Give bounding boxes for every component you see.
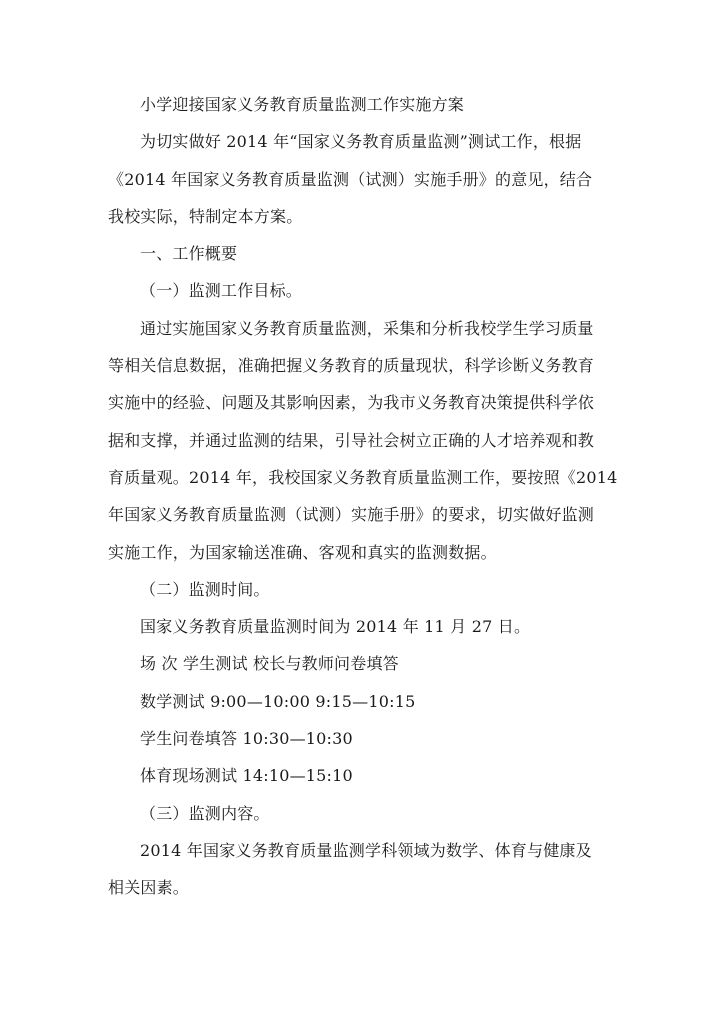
- paragraph-line: 年国家义务教育质量监测（试测）实施手册》的要求，切实做好监测: [108, 505, 595, 525]
- paragraph-line: 据和支撑，并通过监测的结果，引导社会树立正确的人才培养观和教: [108, 430, 595, 450]
- paragraph-line: 通过实施国家义务教育质量监测，采集和分析我校学生学习质量: [140, 318, 594, 338]
- paragraph-line: （三）监测内容。: [140, 803, 270, 823]
- paragraph-line: 《2014 年国家义务教育质量监测（试测）实施手册》的意见，结合: [108, 169, 593, 189]
- document-body: [108, 123, 618, 906]
- paragraph-line: 2014 年国家义务教育质量监测学科领域为数学、体育与健康及: [140, 840, 592, 860]
- paragraph-line: 实施工作，为国家输送准确、客观和真实的监测数据。: [108, 542, 497, 562]
- paragraph-line: 为切实做好 2014 年“国家义务教育质量监测”测试工作，根据: [140, 132, 582, 152]
- paragraph-line: 体育现场测试 14:10—15:10: [140, 766, 353, 786]
- paragraph-line: 学生问卷填答 10:30—10:30: [140, 729, 353, 749]
- paragraph-line: 相关因素。: [108, 878, 190, 898]
- paragraph-line: 我校实际，特制定本方案。: [108, 206, 303, 226]
- paragraph-line: 场 次 学生测试 校长与教师问卷填答: [140, 654, 399, 674]
- paragraph-line: 国家义务教育质量监测时间为 2014 年 11 月 27 日。: [140, 617, 531, 637]
- paragraph-line: 一、工作概要: [140, 244, 238, 264]
- paragraph-line: 育质量观。2014 年，我校国家义务教育质量监测工作，要按照《2014: [108, 467, 618, 487]
- paragraph-line: 等相关信息数据，准确把握义务教育的质量现状，科学诊断义务教育: [108, 356, 595, 376]
- paragraph-line: （二）监测时间。: [140, 579, 270, 599]
- document-title: 小学迎接国家义务教育质量监测工作实施方案: [140, 95, 465, 114]
- paragraph-line: 实施中的经验、问题及其影响因素，为我市义务教育决策提供科学依: [108, 393, 595, 413]
- paragraph-line: 数学测试 9:00—10:00 9:15—10:15: [140, 691, 416, 711]
- paragraph-line: （一）监测工作目标。: [140, 281, 303, 301]
